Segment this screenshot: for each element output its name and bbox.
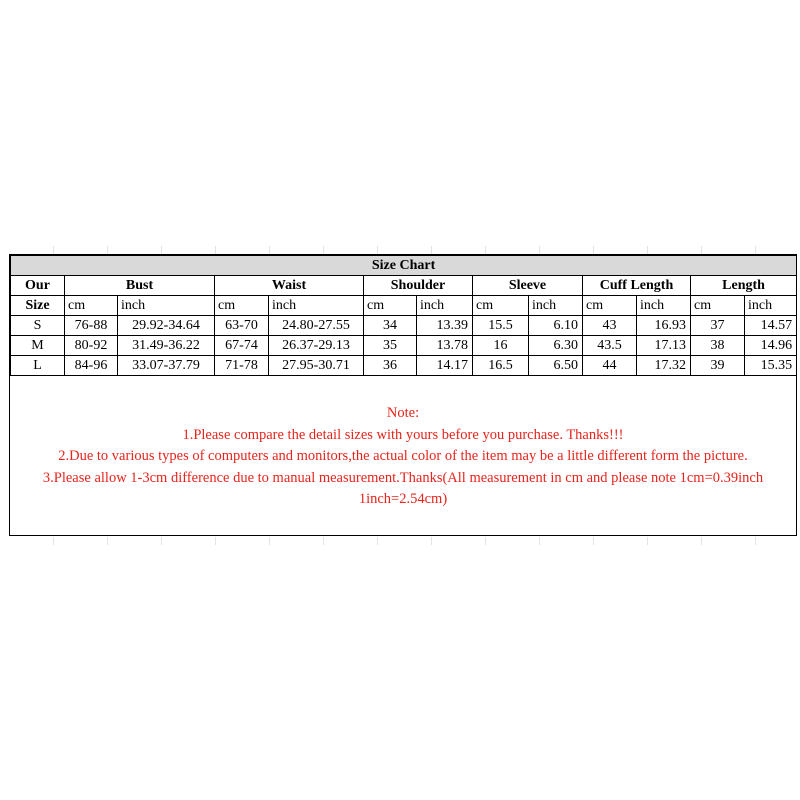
value-cell: 38 — [691, 336, 745, 356]
unit-cell: cm — [65, 296, 118, 316]
value-cell: 84-96 — [65, 356, 118, 376]
value-cell: 71-78 — [215, 356, 269, 376]
value-cell: 67-74 — [215, 336, 269, 356]
waist-header: Waist — [215, 276, 364, 296]
note-line-3: 3.Please allow 1-3cm difference due to manual measurement.Thanks(All measurement in cm and please note 1cm=0.39inch — [42, 469, 764, 486]
title-row — [11, 256, 797, 276]
value-cell: 17.13 — [637, 336, 691, 356]
size-cell: L — [11, 356, 65, 376]
value-cell: 14.57 — [745, 316, 797, 336]
value-cell: 43 — [583, 316, 637, 336]
unit-cell: inch — [417, 296, 473, 316]
note-line-2: 2.Due to various types of computers and monitors,the actual color of the item may be a little different form the picture. — [58, 448, 748, 464]
value-cell: 6.10 — [529, 316, 583, 336]
value-cell: 13.78 — [417, 336, 473, 356]
value-cell: 15.5 — [473, 316, 529, 336]
value-cell: 24.80-27.55 — [269, 316, 364, 336]
value-cell: 39 — [691, 356, 745, 376]
value-cell: 16.93 — [637, 316, 691, 336]
unit-cell: cm — [215, 296, 269, 316]
unit-cell: inch — [269, 296, 364, 316]
unit-cell: cm — [691, 296, 745, 316]
value-cell: 15.35 — [745, 356, 797, 376]
length-header: Length — [691, 276, 797, 296]
sleeve-header: Sleeve — [473, 276, 583, 296]
unit-cell: cm — [364, 296, 417, 316]
value-cell: 27.95-30.71 — [269, 356, 364, 376]
value-cell: 17.32 — [637, 356, 691, 376]
table-row-s — [11, 316, 797, 336]
size-chart-table — [10, 255, 797, 376]
value-cell: 80-92 — [65, 336, 118, 356]
size-chart-title: Size Chart — [11, 256, 797, 276]
unit-cell: cm — [583, 296, 637, 316]
header-row — [11, 276, 797, 296]
sheet-gridlines-bottom — [0, 537, 800, 545]
size-cell: S — [11, 316, 65, 336]
cuff-length-header: Cuff Length — [583, 276, 691, 296]
value-cell: 14.96 — [745, 336, 797, 356]
value-cell: 35 — [364, 336, 417, 356]
value-cell: 31.49-36.22 — [118, 336, 215, 356]
value-cell: 16.5 — [473, 356, 529, 376]
size-cell: M — [11, 336, 65, 356]
value-cell: 26.37-29.13 — [269, 336, 364, 356]
shoulder-header: Shoulder — [364, 276, 473, 296]
value-cell: 44 — [583, 356, 637, 376]
unit-row — [11, 296, 797, 316]
note-line-3-continued: 1inch=2.54cm) — [358, 491, 448, 507]
value-cell: 63-70 — [215, 316, 269, 336]
notes-heading: Note: — [386, 405, 420, 421]
value-cell: 33.07-37.79 — [118, 356, 215, 376]
value-cell: 76-88 — [65, 316, 118, 336]
unit-cell: inch — [637, 296, 691, 316]
table-row-l — [11, 356, 797, 376]
bust-header: Bust — [65, 276, 215, 296]
unit-cell: inch — [745, 296, 797, 316]
unit-cell: inch — [118, 296, 215, 316]
notes-block — [10, 403, 796, 511]
table-row-m — [11, 336, 797, 356]
note-line-1: 1.Please compare the detail sizes with yours before you purchase. Thanks!!! — [182, 426, 624, 443]
unit-cell: cm — [473, 296, 529, 316]
value-cell: 6.50 — [529, 356, 583, 376]
our-size-label: Our — [11, 276, 65, 296]
value-cell: 34 — [364, 316, 417, 336]
our-size-label-2: Size — [11, 296, 65, 316]
unit-cell: inch — [529, 296, 583, 316]
value-cell: 14.17 — [417, 356, 473, 376]
sheet-gridlines-top — [0, 246, 800, 254]
value-cell: 37 — [691, 316, 745, 336]
value-cell: 16 — [473, 336, 529, 356]
value-cell: 36 — [364, 356, 417, 376]
value-cell: 43.5 — [583, 336, 637, 356]
value-cell: 13.39 — [417, 316, 473, 336]
value-cell: 6.30 — [529, 336, 583, 356]
size-chart-sheet — [9, 254, 797, 536]
value-cell: 29.92-34.64 — [118, 316, 215, 336]
